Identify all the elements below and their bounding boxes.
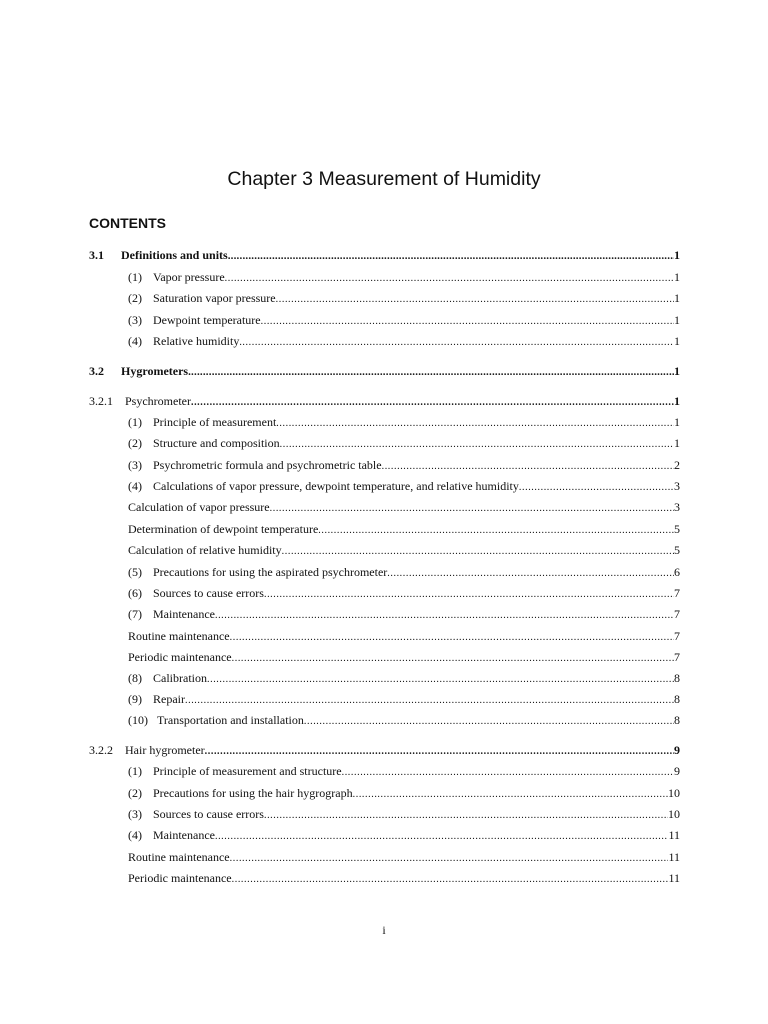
toc-entry-page: 1 [674, 248, 680, 262]
dot-leader [225, 270, 674, 288]
toc-entry-title: Vapor pressure [153, 270, 225, 284]
toc-entry-page: 7 [674, 586, 680, 600]
toc-entry-title: Psychrometer [125, 394, 191, 408]
dot-leader [318, 522, 674, 540]
dot-leader [264, 586, 674, 604]
dot-leader [230, 850, 669, 868]
toc-entry-page: 3 [674, 479, 680, 493]
dot-leader [519, 479, 674, 497]
toc-entry-page: 11 [668, 871, 680, 885]
toc-entry-title: Calculation of vapor pressure [128, 500, 270, 514]
toc-entry-title: Psychrometric formula and psychrometric table [153, 458, 382, 472]
toc-entry-item[interactable] [128, 711, 680, 729]
dot-leader [276, 415, 674, 433]
dot-leader [188, 363, 674, 381]
toc-entry-plain[interactable] [128, 648, 680, 666]
toc-entry-plain[interactable] [128, 627, 680, 645]
toc-entry-number: (2) [128, 436, 142, 450]
toc-entry-title: Periodic maintenance [128, 650, 232, 664]
toc-entry-page: 10 [668, 807, 680, 821]
toc-entry-title: Maintenance [153, 607, 215, 621]
toc-entry-number: (3) [128, 313, 142, 327]
toc-entry-title: Maintenance [153, 828, 215, 842]
toc-entry-page: 3 [674, 500, 680, 514]
toc-entry-title: Calculations of vapor pressure, dewpoint temperature, and relative humidity [153, 479, 519, 493]
toc-entry-subsection-3-2-1[interactable] [89, 392, 680, 410]
dot-leader [232, 871, 669, 889]
page-number: i [382, 923, 386, 937]
toc-entry-page: 7 [674, 607, 680, 621]
toc-entry-number: 3.2.2 [89, 743, 113, 757]
dot-leader [232, 650, 674, 668]
toc-entry-number: 3.1 [89, 248, 104, 262]
dot-leader [282, 543, 674, 561]
toc-entry-number: (8) [128, 671, 142, 685]
toc-entry-page: 9 [674, 764, 680, 778]
toc-entry-item[interactable] [128, 456, 680, 474]
contents-heading: CONTENTS [89, 215, 166, 231]
toc-entry-item[interactable] [128, 434, 680, 452]
toc-entry-page: 6 [674, 565, 680, 579]
toc-entry-page: 5 [674, 522, 680, 536]
toc-entry-page: 8 [674, 713, 680, 727]
dot-leader [207, 671, 674, 689]
toc-entry-number: (1) [128, 415, 142, 429]
toc-entry-title: Relative humidity [153, 334, 240, 348]
chapter-title: Chapter 3 Measurement of Humidity [227, 168, 541, 190]
toc-entry-page: 1 [674, 364, 680, 378]
toc-entry-page: 9 [674, 743, 680, 757]
toc-entry-item[interactable] [128, 826, 680, 844]
dot-leader [215, 607, 674, 625]
toc-entry-number: (1) [128, 270, 142, 284]
toc-entry-plain[interactable] [128, 498, 680, 516]
toc-entry-page: 7 [674, 650, 680, 664]
toc-entry-item[interactable] [128, 311, 680, 329]
dot-leader [239, 334, 674, 352]
dot-leader [276, 291, 674, 309]
toc-entry-item[interactable] [128, 762, 680, 780]
toc-entry-plain[interactable] [128, 520, 680, 538]
toc-entry-title: Transportation and installation [157, 713, 304, 727]
dot-leader [185, 692, 674, 710]
toc-entry-page: 7 [674, 629, 680, 643]
dot-leader [264, 807, 668, 825]
dot-leader [191, 394, 674, 412]
toc-entry-item[interactable] [128, 690, 680, 708]
toc-entry-number: (3) [128, 458, 142, 472]
toc-entry-title: Routine maintenance [128, 850, 230, 864]
toc-entry-item[interactable] [128, 563, 680, 581]
toc-entry-page: 11 [668, 828, 680, 842]
toc-entry-page: 2 [674, 458, 680, 472]
toc-entry-item[interactable] [128, 268, 680, 286]
toc-entry-title: Principle of measurement [153, 415, 277, 429]
toc-entry-title: Principle of measurement and structure [153, 764, 342, 778]
toc-entry-number: (9) [128, 692, 142, 706]
toc-entry-item[interactable] [128, 584, 680, 602]
dot-leader [304, 713, 674, 731]
toc-entry-title: Sources to cause errors [153, 586, 264, 600]
toc-entry-title: Precautions for using the aspirated psychrometer [153, 565, 388, 579]
dot-leader [387, 565, 674, 583]
toc-entry-title: Structure and composition [153, 436, 280, 450]
toc-entry-title: Routine maintenance [128, 629, 230, 643]
toc-entry-title: Calibration [153, 671, 207, 685]
toc-entry-page: 1 [674, 334, 680, 348]
toc-entry-section-3-2[interactable] [89, 362, 680, 380]
toc-entry-title: Dewpoint temperature [153, 313, 261, 327]
toc-entry-page: 1 [674, 436, 680, 450]
dot-leader [261, 313, 674, 331]
toc-entry-item[interactable] [128, 669, 680, 687]
toc-entry-title: Definitions and units [121, 248, 228, 262]
toc-entry-number: (6) [128, 586, 142, 600]
dot-leader [280, 436, 674, 454]
toc-entry-title: Hygrometers [121, 364, 189, 378]
toc-entry-page: 5 [674, 543, 680, 557]
toc-entry-item[interactable] [128, 805, 680, 823]
toc-entry-subsection-3-2-2[interactable] [89, 741, 680, 759]
toc-entry-number: (4) [128, 479, 142, 493]
toc-entry-item[interactable] [128, 332, 680, 350]
dot-leader [205, 743, 674, 761]
toc-entry-title: Periodic maintenance [128, 871, 232, 885]
toc-entry-item[interactable] [128, 289, 680, 307]
toc-entry-page: 1 [674, 291, 680, 305]
toc-entry-plain[interactable] [128, 848, 680, 866]
dot-leader [270, 500, 674, 518]
toc-entry-title: Calculation of relative humidity [128, 543, 282, 557]
dot-leader [215, 828, 668, 846]
toc-entry-title: Saturation vapor pressure [153, 291, 276, 305]
toc-entry-item[interactable] [128, 784, 680, 802]
toc-entry-page: 10 [668, 786, 680, 800]
toc-entry-page: 8 [674, 692, 680, 706]
dot-leader [353, 786, 668, 804]
toc-entry-number: (7) [128, 607, 142, 621]
toc-entry-page: 1 [674, 313, 680, 327]
toc-entry-item[interactable] [128, 605, 680, 623]
toc-entry-page: 1 [674, 394, 680, 408]
toc-entry-page: 11 [668, 850, 680, 864]
toc-entry-number: (1) [128, 764, 142, 778]
toc-entry-number: (3) [128, 807, 142, 821]
toc-entry-title: Sources to cause errors [153, 807, 264, 821]
toc-entry-number: 3.2 [89, 364, 104, 378]
toc-entry-plain[interactable] [128, 869, 680, 887]
toc-entry-number: (4) [128, 828, 142, 842]
dot-leader [342, 764, 674, 782]
dot-leader [230, 629, 674, 647]
toc-entry-page: 1 [674, 415, 680, 429]
toc-entry-number: (10) [128, 713, 148, 727]
toc-entry-title: Repair [153, 692, 185, 706]
toc-entry-title: Precautions for using the hair hygrograph [153, 786, 353, 800]
dot-leader [228, 247, 674, 265]
toc-entry-number: (4) [128, 334, 142, 348]
toc-entry-title: Determination of dewpoint temperature [128, 522, 319, 536]
toc-entry-title: Hair hygrometer [125, 743, 205, 757]
toc-entry-page: 8 [674, 671, 680, 685]
toc-entry-plain[interactable] [128, 541, 680, 559]
toc-entry-number: (5) [128, 565, 142, 579]
dot-leader [382, 458, 674, 476]
toc-entry-page: 1 [674, 270, 680, 284]
toc-entry-number: (2) [128, 786, 142, 800]
toc-entry-item[interactable] [128, 477, 680, 495]
toc-entry-number: (2) [128, 291, 142, 305]
toc-entry-number: 3.2.1 [89, 394, 113, 408]
toc-entry-section-3-1[interactable] [89, 246, 680, 264]
toc-entry-item[interactable] [128, 413, 680, 431]
